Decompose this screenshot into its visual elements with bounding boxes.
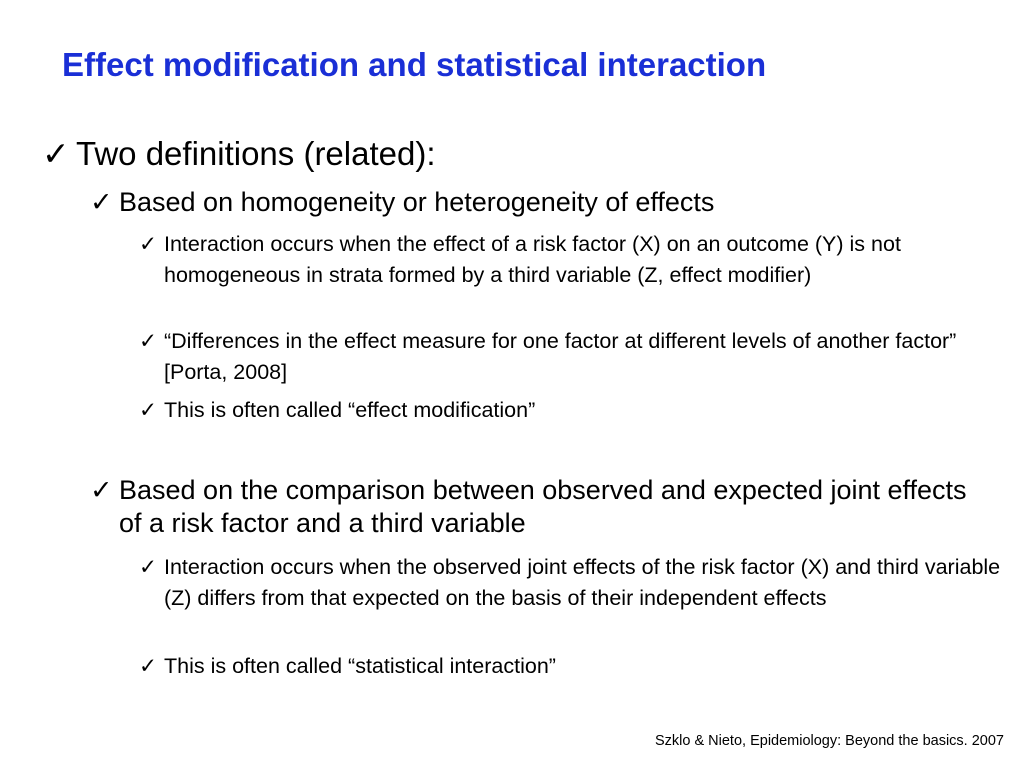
bullet-text: Based on the comparison between observed and expected joint effects of a risk factor and a third variable <box>119 475 967 538</box>
bullet-text: This is often called “effect modification” <box>164 398 536 422</box>
checkmark-icon: ✓ <box>90 187 113 217</box>
bullet-text: Two definitions (related): <box>76 135 436 172</box>
bullet-text: Based on homogeneity or heterogeneity of effects <box>119 187 715 217</box>
checkmark-icon: ✓ <box>139 398 158 422</box>
bullet-text: This is often called “statistical interaction” <box>164 654 556 678</box>
checkmark-icon: ✓ <box>139 232 158 256</box>
bullet-statistical-interaction <box>139 651 1024 682</box>
bullet-interaction-occurs-joint <box>139 552 1024 613</box>
checkmark-icon: ✓ <box>139 555 158 579</box>
bullet-interaction-occurs-strata <box>139 229 1024 290</box>
bullet-effect-modification <box>139 395 1024 426</box>
checkmark-icon: ✓ <box>90 475 113 505</box>
checkmark-icon: ✓ <box>139 654 158 678</box>
bullet-porta-quote <box>139 326 1024 387</box>
bullet-text: Interaction occurs when the observed joint effects of the risk factor (X) and third variable (Z) differs from that expected on the basis of their independent effects <box>164 555 1001 610</box>
bullet-text: “Differences in the effect measure for one factor at different levels of another factor” [Porta, 2008] <box>164 329 957 384</box>
bullet-homogeneity <box>90 186 989 219</box>
bullet-joint-effects <box>90 474 989 540</box>
bullet-two-definitions <box>42 136 436 172</box>
bullet-text: Interaction occurs when the effect of a risk factor (X) on an outcome (Y) is not homogeneous in strata formed by a third variable (Z, effect modifier) <box>164 232 901 287</box>
slide-title: Effect modification and statistical interaction <box>62 46 767 83</box>
checkmark-icon: ✓ <box>42 135 70 172</box>
checkmark-icon: ✓ <box>139 329 158 353</box>
citation: Szklo & Nieto, Epidemiology: Beyond the basics. 2007 <box>654 733 1004 749</box>
